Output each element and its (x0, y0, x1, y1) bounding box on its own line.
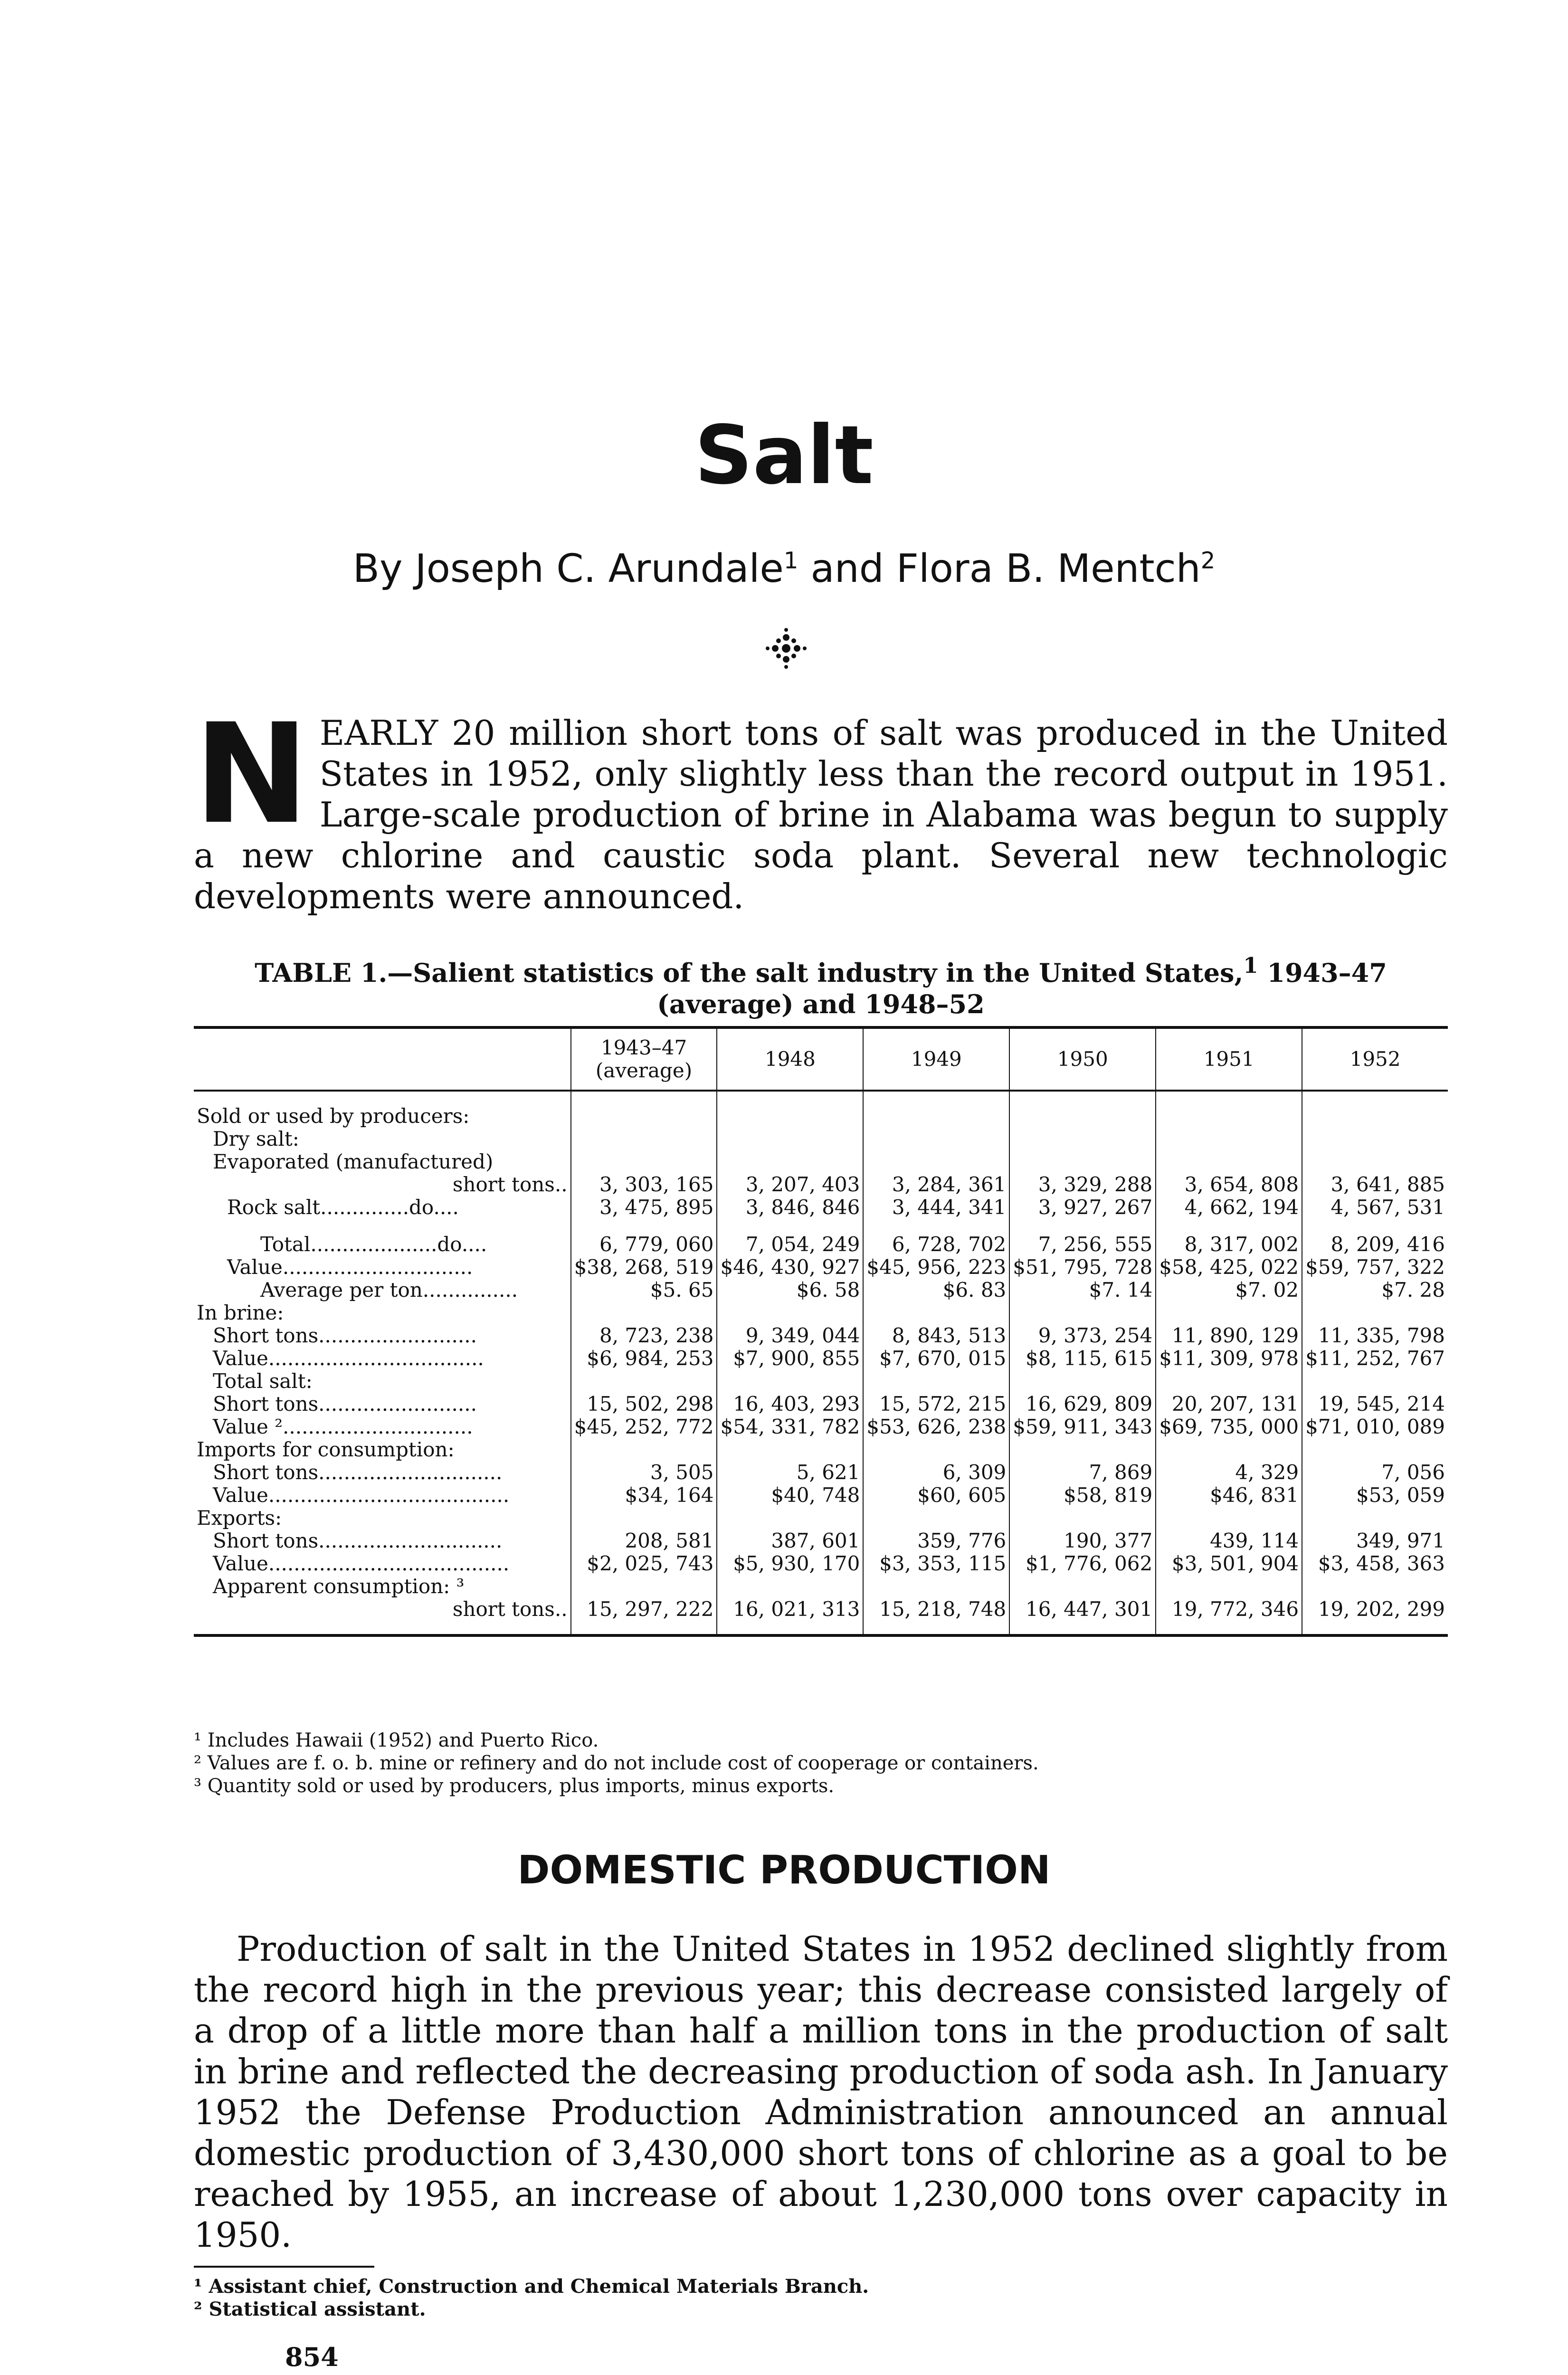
table-row-label: Apparent consumption: ³ (213, 1575, 465, 1598)
table-cell (863, 1105, 1009, 1128)
table-row (194, 1302, 1448, 1324)
table-cell (717, 1575, 863, 1598)
table-cell: $34, 164 (571, 1484, 717, 1507)
table-cell (1156, 1575, 1302, 1598)
table-cell: 3, 641, 885 (1302, 1173, 1448, 1196)
table-cell (1302, 1438, 1448, 1461)
table-row-label: Total....................do.... (260, 1233, 487, 1256)
table-row-label: Imports for consumption: (197, 1438, 455, 1461)
table-cell: $54, 331, 782 (717, 1416, 863, 1438)
table-caption-tail: 1943–47 (1258, 958, 1387, 988)
page-title: Salt (694, 408, 874, 503)
table-cell: 7, 256, 555 (1009, 1233, 1156, 1256)
table-cell: 6, 779, 060 (571, 1233, 717, 1256)
table-caption-sup: 1 (1243, 953, 1258, 978)
table-row-label: Short tons......................... (213, 1324, 477, 1347)
table-cell: 11, 335, 798 (1302, 1324, 1448, 1347)
table-cell: 20, 207, 131 (1156, 1393, 1302, 1416)
table-cell (717, 1438, 863, 1461)
table-cell: 3, 654, 808 (1156, 1173, 1302, 1196)
table-cell (1156, 1105, 1302, 1128)
table-cell (1302, 1370, 1448, 1393)
table-cell: $45, 956, 223 (863, 1256, 1009, 1279)
table-cell: $2, 025, 743 (571, 1552, 717, 1575)
author-2-footnote-mark: 2 (1200, 547, 1216, 574)
table-cell (1009, 1438, 1156, 1461)
table-header-cell: 1952 (1302, 1027, 1448, 1091)
table-cell: $3, 353, 115 (863, 1552, 1009, 1575)
table-cell: $53, 059 (1302, 1484, 1448, 1507)
table-cell: 4, 329 (1156, 1461, 1302, 1484)
table-row (194, 1279, 1448, 1302)
table-cell: $71, 010, 089 (1302, 1416, 1448, 1438)
table-row-label: Value.................................. (213, 1347, 484, 1370)
table-cell: $58, 819 (1009, 1484, 1156, 1507)
table-cell: $6. 58 (717, 1279, 863, 1302)
table-row (194, 1416, 1448, 1438)
table-cell: 8, 843, 513 (863, 1324, 1009, 1347)
table-row-label: Exports: (197, 1506, 282, 1530)
drop-cap: N (194, 694, 309, 855)
table-cell: 3, 329, 288 (1009, 1173, 1156, 1196)
table-cell (1009, 1128, 1156, 1150)
table-cell: $11, 309, 978 (1156, 1347, 1302, 1370)
table-cell: 3, 505 (571, 1461, 717, 1484)
table-cell: 16, 447, 301 (1009, 1598, 1156, 1621)
table-cell: $45, 252, 772 (571, 1416, 717, 1438)
table-note: ³ Quantity sold or used by producers, plus imports, minus exports. (194, 1775, 835, 1797)
table-note: ² Values are f. o. b. mine or refinery and do not include cost of cooperage or containers. (194, 1752, 1039, 1774)
intro-paragraph (194, 694, 1448, 917)
table-cell (1156, 1128, 1302, 1150)
table-cell: $7, 670, 015 (863, 1347, 1009, 1370)
table-row-label: short tons.. (452, 1597, 568, 1621)
table-cell (1009, 1105, 1156, 1128)
table-cell: 3, 303, 165 (571, 1173, 717, 1196)
table-row-label: In brine: (197, 1301, 284, 1324)
table-cell (1156, 1302, 1302, 1324)
footnote: ² Statistical assistant. (194, 2298, 426, 2320)
table-cell (717, 1128, 863, 1150)
table-note: ¹ Includes Hawaii (1952) and Puerto Rico. (194, 1729, 599, 1751)
table-cell (863, 1507, 1009, 1530)
table-header-cell: 1949 (863, 1027, 1009, 1091)
table-row-label: Total salt: (213, 1369, 313, 1393)
table-row-label: Evaporated (manufactured) (213, 1150, 494, 1173)
table-cell: $7. 28 (1302, 1279, 1448, 1302)
body-paragraph: Production of salt in the United States in 1952 declined slightly from the record high in the previous year; this decrease consisted largely of a drop of a little more than half a million tons in the production of salt in brine and reflected the decreasing production of soda ash. In January 1952 the Defense Production Administration announced an annual domestic production of 3,430,000 short tons of chlorine as a goal to be reached by 1955, an increase of about 1,230,000 tons over capacity in 1950. (194, 1929, 1448, 2255)
table-cell: $1, 776, 062 (1009, 1552, 1156, 1575)
table-cell: 3, 444, 341 (863, 1196, 1009, 1219)
table-cell: 3, 284, 361 (863, 1173, 1009, 1196)
table-cell: 19, 772, 346 (1156, 1598, 1302, 1621)
table-header-cell: 1943–47 (average) (571, 1027, 717, 1091)
table-row (194, 1128, 1448, 1150)
table-cell: $6. 83 (863, 1279, 1009, 1302)
table-row-label: Short tons......................... (213, 1392, 477, 1416)
table-row-label: Short tons............................. (213, 1461, 503, 1484)
table-cell: 190, 377 (1009, 1530, 1156, 1552)
table-cell: $59, 757, 322 (1302, 1256, 1448, 1279)
table-row (194, 1173, 1448, 1196)
table-cell (1302, 1128, 1448, 1150)
table-row (194, 1347, 1448, 1370)
table-cell: 439, 114 (1156, 1530, 1302, 1552)
table-cell: 7, 056 (1302, 1461, 1448, 1484)
table-cell (1156, 1370, 1302, 1393)
table-cell: $7. 02 (1156, 1279, 1302, 1302)
table-row (194, 1438, 1448, 1461)
table-caption-line1: TABLE 1.—Salient statistics of the salt industry in the United States, (255, 958, 1244, 988)
footnote: ¹ Assistant chief, Construction and Chemical Materials Branch. (194, 2275, 869, 2298)
table-cell: 6, 309 (863, 1461, 1009, 1484)
table-cell: $7. 14 (1009, 1279, 1156, 1302)
author-1-footnote-mark: 1 (783, 547, 798, 574)
table-cell: 7, 054, 249 (717, 1233, 863, 1256)
table-cell: 387, 601 (717, 1530, 863, 1552)
table-cell: 16, 403, 293 (717, 1393, 863, 1416)
fleuron-icon (765, 627, 808, 670)
table-cell (717, 1370, 863, 1393)
table-cell (717, 1150, 863, 1173)
table-row (194, 1552, 1448, 1575)
table-cell (1156, 1438, 1302, 1461)
table-row-label: short tons.. (452, 1173, 568, 1196)
table-row-label: Value...................................... (213, 1552, 510, 1575)
statistics-table (194, 1026, 1448, 1637)
table-cell (571, 1575, 717, 1598)
table-cell: 11, 890, 129 (1156, 1324, 1302, 1347)
table-cell: 9, 373, 254 (1009, 1324, 1156, 1347)
table-row-label: Sold or used by producers: (197, 1104, 470, 1128)
table-cell: 349, 971 (1302, 1530, 1448, 1552)
table-row (194, 1530, 1448, 1552)
table-row (194, 1598, 1448, 1621)
table-cell (863, 1438, 1009, 1461)
table-cell: 15, 218, 748 (863, 1598, 1009, 1621)
table-cell (571, 1105, 717, 1128)
table-cell: 6, 728, 702 (863, 1233, 1009, 1256)
table-cell (1302, 1575, 1448, 1598)
table-row-label: Average per ton............... (260, 1278, 518, 1302)
table-cell: 3, 927, 267 (1009, 1196, 1156, 1219)
table-cell (1302, 1507, 1448, 1530)
table-cell: 19, 202, 299 (1302, 1598, 1448, 1621)
table-cell: $58, 425, 022 (1156, 1256, 1302, 1279)
table-cell (863, 1128, 1009, 1150)
page-footnotes (194, 2275, 1448, 2321)
table-row (194, 1196, 1448, 1219)
table-row (194, 1370, 1448, 1393)
table-cell: 9, 349, 044 (717, 1324, 863, 1347)
table-cell (571, 1370, 717, 1393)
table-cell: 3, 207, 403 (717, 1173, 863, 1196)
table-cell: $59, 911, 343 (1009, 1416, 1156, 1438)
table-row (194, 1105, 1448, 1128)
table-cell: 8, 317, 002 (1156, 1233, 1302, 1256)
table-cell: $38, 268, 519 (571, 1256, 717, 1279)
author-1: By Joseph C. Arundale (352, 546, 784, 591)
table-header-row (194, 1027, 1448, 1091)
table-cell: $51, 795, 728 (1009, 1256, 1156, 1279)
intro-text: EARLY 20 million short tons of salt was produced in the United States in 1952, only slightly less than the record output in 1951. Large-scale production of brine in Alabama was begun to supply a new chlorine and caustic soda plant. Several new technologic developments were announced. (194, 713, 1448, 916)
table-cell: $3, 501, 904 (1156, 1552, 1302, 1575)
table-header-cell: 1951 (1156, 1027, 1302, 1091)
table-cell (571, 1507, 717, 1530)
table-row (194, 1484, 1448, 1507)
author-2: and Flora B. Mentch (798, 546, 1201, 591)
table-caption-line2: (average) and 1948–52 (657, 989, 985, 1019)
table-cell (717, 1507, 863, 1530)
table-cell: 7, 869 (1009, 1461, 1156, 1484)
table-cell: $5. 65 (571, 1279, 717, 1302)
table-cell (1156, 1150, 1302, 1173)
table-cell: 4, 567, 531 (1302, 1196, 1448, 1219)
table-cell: 8, 209, 416 (1302, 1233, 1448, 1256)
table-row-label: Value...................................... (213, 1483, 510, 1507)
table-header-cell: 1948 (717, 1027, 863, 1091)
table-cell: $46, 831 (1156, 1484, 1302, 1507)
table-cell (571, 1438, 717, 1461)
table-cell: $40, 748 (717, 1484, 863, 1507)
table-cell: 4, 662, 194 (1156, 1196, 1302, 1219)
table-row-label: Short tons............................. (213, 1529, 503, 1552)
table-cell (863, 1150, 1009, 1173)
table-cell: $11, 252, 767 (1302, 1347, 1448, 1370)
table-cell (571, 1128, 717, 1150)
table-cell (1302, 1105, 1448, 1128)
table-cell: 16, 021, 313 (717, 1598, 863, 1621)
authors-line (0, 546, 1568, 591)
table-cell: 5, 621 (717, 1461, 863, 1484)
table-cell: 15, 502, 298 (571, 1393, 717, 1416)
table-cell (717, 1302, 863, 1324)
table-cell (863, 1370, 1009, 1393)
table-row (194, 1150, 1448, 1173)
table-cell: 15, 572, 215 (863, 1393, 1009, 1416)
table-cell: $6, 984, 253 (571, 1347, 717, 1370)
table-row (194, 1256, 1448, 1279)
table-row (194, 1461, 1448, 1484)
table-row (194, 1233, 1448, 1256)
table-cell: 3, 846, 846 (717, 1196, 863, 1219)
table-cell: $60, 605 (863, 1484, 1009, 1507)
table-caption (194, 950, 1448, 1020)
table-cell (717, 1105, 863, 1128)
table-notes (194, 1729, 1448, 1797)
table-cell: $53, 626, 238 (863, 1416, 1009, 1438)
table-header-cell: 1950 (1009, 1027, 1156, 1091)
table-cell: 359, 776 (863, 1530, 1009, 1552)
table-cell: $8, 115, 615 (1009, 1347, 1156, 1370)
table-row (194, 1507, 1448, 1530)
table-cell (571, 1302, 717, 1324)
table-row-label: Dry salt: (213, 1127, 299, 1150)
table-cell (571, 1150, 717, 1173)
table-header-label (194, 1027, 571, 1091)
table-cell: $69, 735, 000 (1156, 1416, 1302, 1438)
table-cell: 8, 723, 238 (571, 1324, 717, 1347)
table-cell: $7, 900, 855 (717, 1347, 863, 1370)
table-row (194, 1393, 1448, 1416)
table-cell: 208, 581 (571, 1530, 717, 1552)
table-cell (1156, 1507, 1302, 1530)
table-cell (1302, 1150, 1448, 1173)
table-cell (1009, 1575, 1156, 1598)
table-cell: $3, 458, 363 (1302, 1552, 1448, 1575)
table-cell (1009, 1507, 1156, 1530)
table-row (194, 1324, 1448, 1347)
table-cell: 16, 629, 809 (1009, 1393, 1156, 1416)
table-row-label: Value ².............................. (213, 1415, 473, 1438)
table-cell: $46, 430, 927 (717, 1256, 863, 1279)
section-heading: DOMESTIC PRODUCTION (517, 1848, 1051, 1893)
table-cell: 19, 545, 214 (1302, 1393, 1448, 1416)
footnote-divider (194, 2266, 374, 2268)
table-row (194, 1575, 1448, 1598)
table-cell (1009, 1302, 1156, 1324)
table-cell (1009, 1370, 1156, 1393)
table-cell: 15, 297, 222 (571, 1598, 717, 1621)
table-row-label: Value.............................. (227, 1255, 473, 1279)
page-number: 854 (285, 2342, 339, 2372)
table-cell (863, 1302, 1009, 1324)
table-cell (863, 1575, 1009, 1598)
table-cell (1009, 1150, 1156, 1173)
table-row-label: Rock salt..............do.... (227, 1196, 459, 1219)
table-cell: $5, 930, 170 (717, 1552, 863, 1575)
table-cell (1302, 1302, 1448, 1324)
table-cell: 3, 475, 895 (571, 1196, 717, 1219)
